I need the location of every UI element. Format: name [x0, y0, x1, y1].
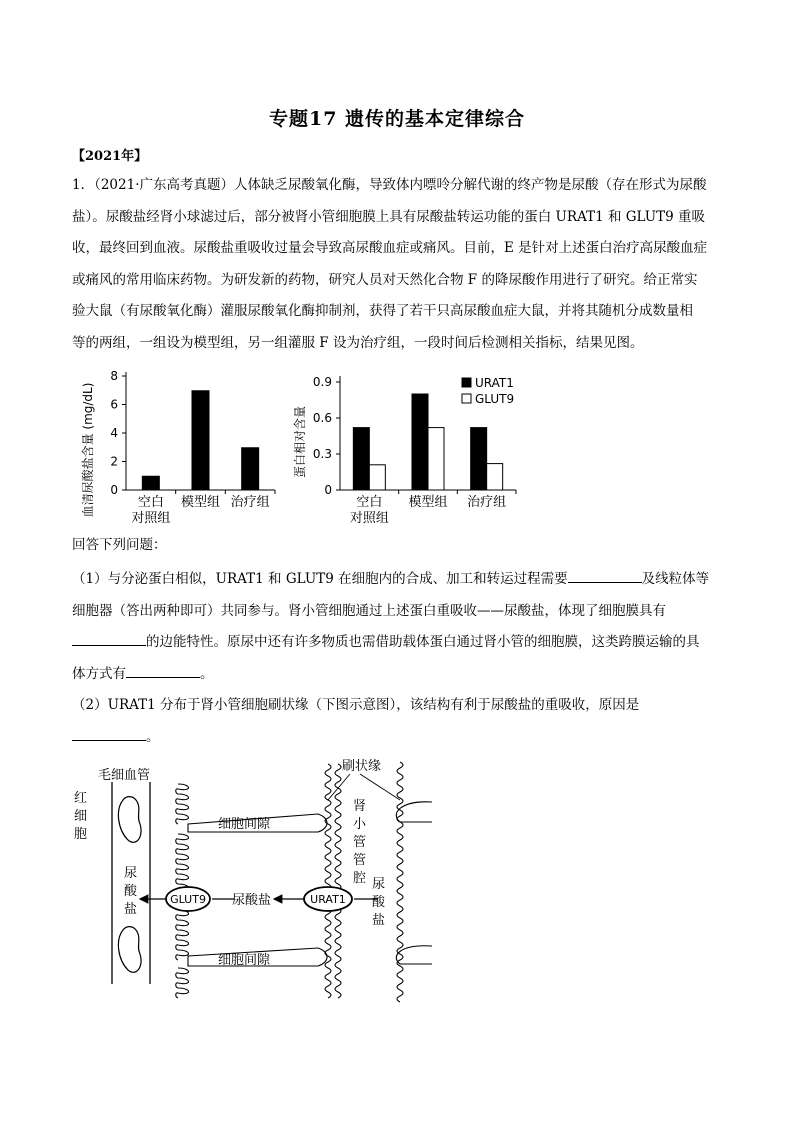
brush-border-membrane — [335, 764, 341, 998]
red-blood-cell — [118, 797, 141, 843]
lumen-label: 肾小管管腔 — [353, 799, 367, 886]
x-tick-label: 对照组 — [349, 511, 389, 526]
stem-line: 盐）。尿酸盐经肾小球滤过后，部分被肾小管细胞膜上具有尿酸盐转运功能的蛋白 URAT1 和 GLUT9 重吸 — [72, 208, 706, 225]
bar — [142, 476, 160, 490]
brush-border-label: 刷状缘 — [342, 759, 382, 774]
x-tick-label: 空白 — [137, 495, 164, 510]
y-tick-label: 0 — [110, 483, 118, 497]
sub-question-1 — [72, 564, 722, 690]
stem-line: 1．（2021·广东高考真题）人体缺乏尿酸氧化酶，导致体内嘌呤分解代谢的终产物是尿酸（存在形式为尿酸 — [72, 177, 707, 193]
y-tick-label: 2 — [110, 454, 118, 469]
y-tick-label: 0 — [324, 483, 332, 497]
x-tick-label: 模型组 — [180, 495, 221, 510]
x-tick-label: 治疗组 — [230, 495, 270, 510]
sub2-text-a: （2）URAT1 分布于肾小管细胞刷状缘（下图示意图），该结构有利于尿酸盐的重吸收，原因是 — [72, 697, 640, 713]
capillary-label: 毛细血管 — [98, 768, 151, 783]
x-tick-label: 对照组 — [131, 511, 171, 526]
sub1-text-c: 细胞器（答出两种即可）共同参与。肾小管细胞通过上述蛋白重吸收——尿酸盐，体现了细胞膜具有 — [72, 602, 666, 619]
chart2-ylabel: 蛋白相对含量 — [293, 405, 307, 479]
year-label: 【2021年】 — [72, 149, 148, 164]
stem-line: 验大鼠（有尿酸氧化酶）灌服尿酸氧化酶抑制剂，获得了若干只高尿酸血症大鼠，并将其随机分成数量相 — [72, 303, 693, 319]
bar — [241, 447, 259, 490]
bar — [487, 464, 503, 490]
urate-lumen-label: 尿酸盐 — [372, 877, 386, 928]
page-title: 专题17 遗传的基本定律综合 — [268, 108, 526, 130]
answer-blank-1[interactable] — [568, 568, 642, 583]
sub1-text-d: 的边能特性。原尿中还有许多物质也需借助载体蛋白通过肾小管的细胞膜，这类跨膜运输的具 — [146, 634, 700, 650]
y-tick-label: 8 — [110, 369, 118, 383]
answer-blank-3[interactable] — [126, 663, 200, 678]
bar — [192, 390, 210, 490]
urat1-label: URAT1 — [310, 893, 346, 906]
stem-line: 收，最终回到血液。尿酸盐重吸收过量会导致高尿酸血症或痛风。目前，E 是针对上述蛋白治疗高尿酸血症 — [72, 240, 708, 256]
sub1-text-f: 。 — [200, 665, 214, 682]
brush-border-membrane — [325, 764, 331, 998]
stem-line: 或痛风的常用临床药物。为研发新的药物，研究人员对天然化合物 F 的降尿酸作用进行了研究。给正常实 — [72, 271, 698, 288]
y-tick-label: 0.9 — [312, 375, 332, 389]
x-tick-label: 模型组 — [408, 495, 448, 510]
urate-mid-label: 尿酸盐 — [232, 893, 272, 908]
glut9-label: GLUT9 — [170, 893, 206, 906]
rbc-label: 红细胞 — [74, 791, 88, 842]
sub1-text-b: 及线粒体等 — [641, 571, 710, 587]
gap-label-2: 细胞间隙 — [218, 953, 271, 968]
answer-prompt: 回答下列问题： — [72, 537, 167, 553]
answer-blank-4[interactable] — [72, 726, 146, 741]
legend-swatch — [462, 378, 471, 387]
adjacent-cell — [396, 802, 432, 822]
sub1-text-a: （1）与分泌蛋白相似，URAT1 和 GLUT9 在细胞内的合成、加工和转运过程需要 — [72, 571, 568, 587]
serum-urate-bar-chart — [70, 362, 280, 532]
chart1-ylabel: 血清尿酸盐含量 (mg/dL) — [81, 382, 95, 518]
legend-label: GLUT9 — [475, 392, 515, 406]
y-tick-label: 4 — [110, 426, 118, 440]
protein-content-bar-chart — [290, 362, 540, 532]
sub2-text-b: 。 — [146, 728, 160, 745]
x-tick-label: 空白 — [356, 495, 383, 510]
x-tick-label: 治疗组 — [467, 495, 507, 510]
bar — [412, 394, 428, 490]
bar — [471, 428, 487, 490]
question-1-stem — [72, 170, 722, 359]
urate-blood-label: 尿酸盐 — [124, 866, 138, 917]
brush-border-membrane — [397, 762, 403, 1002]
bar — [428, 428, 444, 490]
y-tick-label: 0.3 — [312, 447, 332, 461]
y-tick-label: 0.6 — [312, 411, 332, 425]
legend-swatch — [462, 394, 471, 403]
legend-label: URAT1 — [475, 376, 514, 390]
gap-label-1: 细胞间隙 — [218, 817, 271, 832]
sub1-text-e: 体方式有 — [72, 665, 126, 682]
red-blood-cell — [118, 927, 141, 973]
brush-border-diagram — [60, 752, 460, 1007]
answer-blank-2[interactable] — [72, 631, 146, 646]
bar — [369, 465, 385, 490]
bar — [353, 428, 369, 490]
sub-question-2 — [72, 690, 722, 753]
y-tick-label: 6 — [110, 397, 118, 412]
stem-line: 等的两组，一组设为模型组，另一组灌服 F 设为治疗组，一段时间后检测相关指标，结果见图。 — [72, 334, 644, 351]
